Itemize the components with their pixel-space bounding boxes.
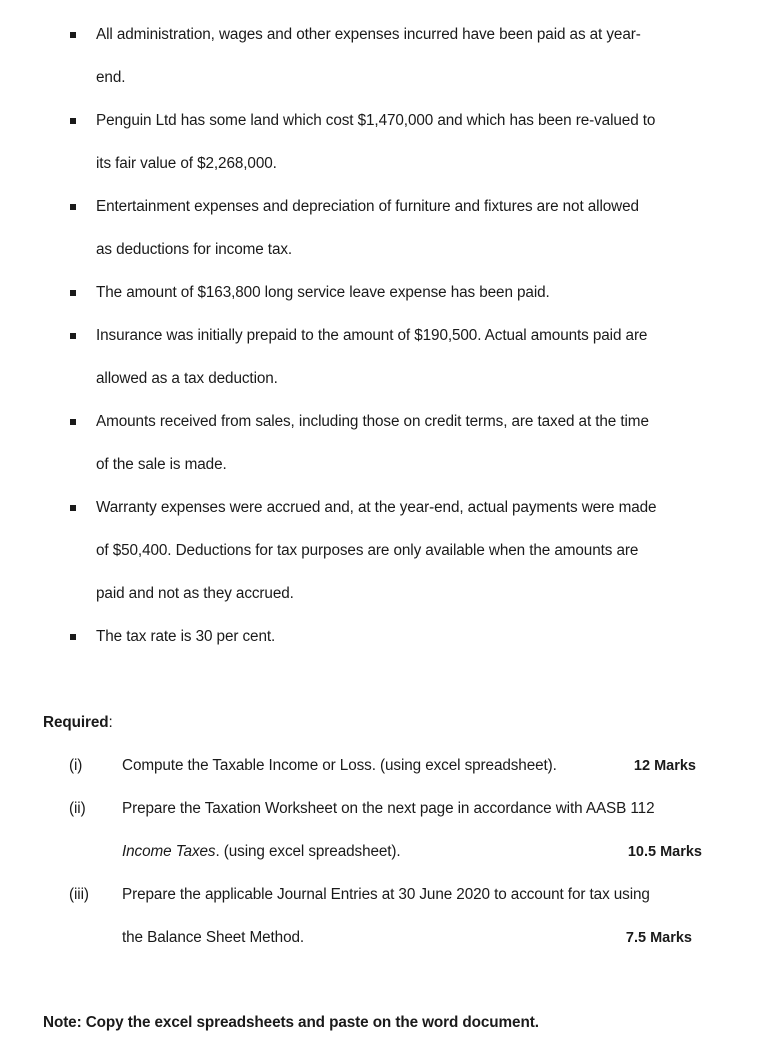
required-item-2-text-line-2 <box>122 842 401 862</box>
required-item-3-text-line-1: Prepare the applicable Journal Entries at 30 June 2020 to account for tax using <box>122 886 650 903</box>
required-heading-colon: : <box>108 714 113 731</box>
required-item-3-text-line-2: the Balance Sheet Method. <box>122 929 305 946</box>
bullet-2-line-1: Penguin Ltd has some land which cost $1,470,000 and which has been re-valued to <box>96 112 656 129</box>
bullet-marker <box>70 505 76 511</box>
bullet-8-line-1: The tax rate is 30 per cent. <box>96 628 276 645</box>
required-item-2-marks: 10.5 Marks <box>627 844 702 860</box>
required-item-3-number: (iii) <box>69 886 89 903</box>
required-item-1-text: Compute the Taxable Income or Loss. (using excel spreadsheet). <box>122 757 557 774</box>
note-text: Note: Copy the excel spreadsheets and paste on the word document. <box>43 1014 539 1031</box>
bullet-marker <box>70 290 76 296</box>
bullet-6-line-2: of the sale is made. <box>96 456 227 473</box>
bullet-3-line-2: as deductions for income tax. <box>96 241 293 258</box>
bullet-4-line-1: The amount of $163,800 long service leave expense has been paid. <box>96 284 550 301</box>
required-item-2-text-rest: . (using excel spreadsheet). <box>215 843 401 860</box>
bullet-marker <box>70 419 76 425</box>
bullet-1-line-1: All administration, wages and other expenses incurred have been paid as at year- <box>96 26 641 43</box>
required-item-2-text-line-1: Prepare the Taxation Worksheet on the next page in accordance with AASB 112 <box>122 800 655 817</box>
bullet-7-line-2: of $50,400. Deductions for tax purposes are only available when the amounts are <box>96 542 639 559</box>
bullet-5-line-1: Insurance was initially prepaid to the amount of $190,500. Actual amounts paid are <box>96 327 648 344</box>
bullet-2-line-2: its fair value of $2,268,000. <box>96 155 277 172</box>
required-heading <box>43 713 113 733</box>
bullet-marker <box>70 634 76 640</box>
bullet-5-line-2: allowed as a tax deduction. <box>96 370 278 387</box>
bullet-6-line-1: Amounts received from sales, including those on credit terms, are taxed at the time <box>96 413 649 430</box>
bullet-marker <box>70 204 76 210</box>
required-item-1-marks: 12 Marks <box>633 758 696 774</box>
bullet-7-line-3: paid and not as they accrued. <box>96 585 294 602</box>
required-item-2-number: (ii) <box>69 800 86 817</box>
required-item-3-marks: 7.5 Marks <box>625 930 692 946</box>
bullet-marker <box>70 333 76 339</box>
bullet-7-line-1: Warranty expenses were accrued and, at the year-end, actual payments were made <box>96 499 657 516</box>
bullet-3-line-1: Entertainment expenses and depreciation of furniture and fixtures are not allowed <box>96 198 639 215</box>
required-item-1-number: (i) <box>69 757 83 774</box>
bullet-1-line-2: end. <box>96 69 126 86</box>
bullet-marker <box>70 118 76 124</box>
aasb-title-italic: Income Taxes <box>122 843 216 860</box>
required-heading-label: Required <box>43 714 109 731</box>
bullet-marker <box>70 32 76 38</box>
